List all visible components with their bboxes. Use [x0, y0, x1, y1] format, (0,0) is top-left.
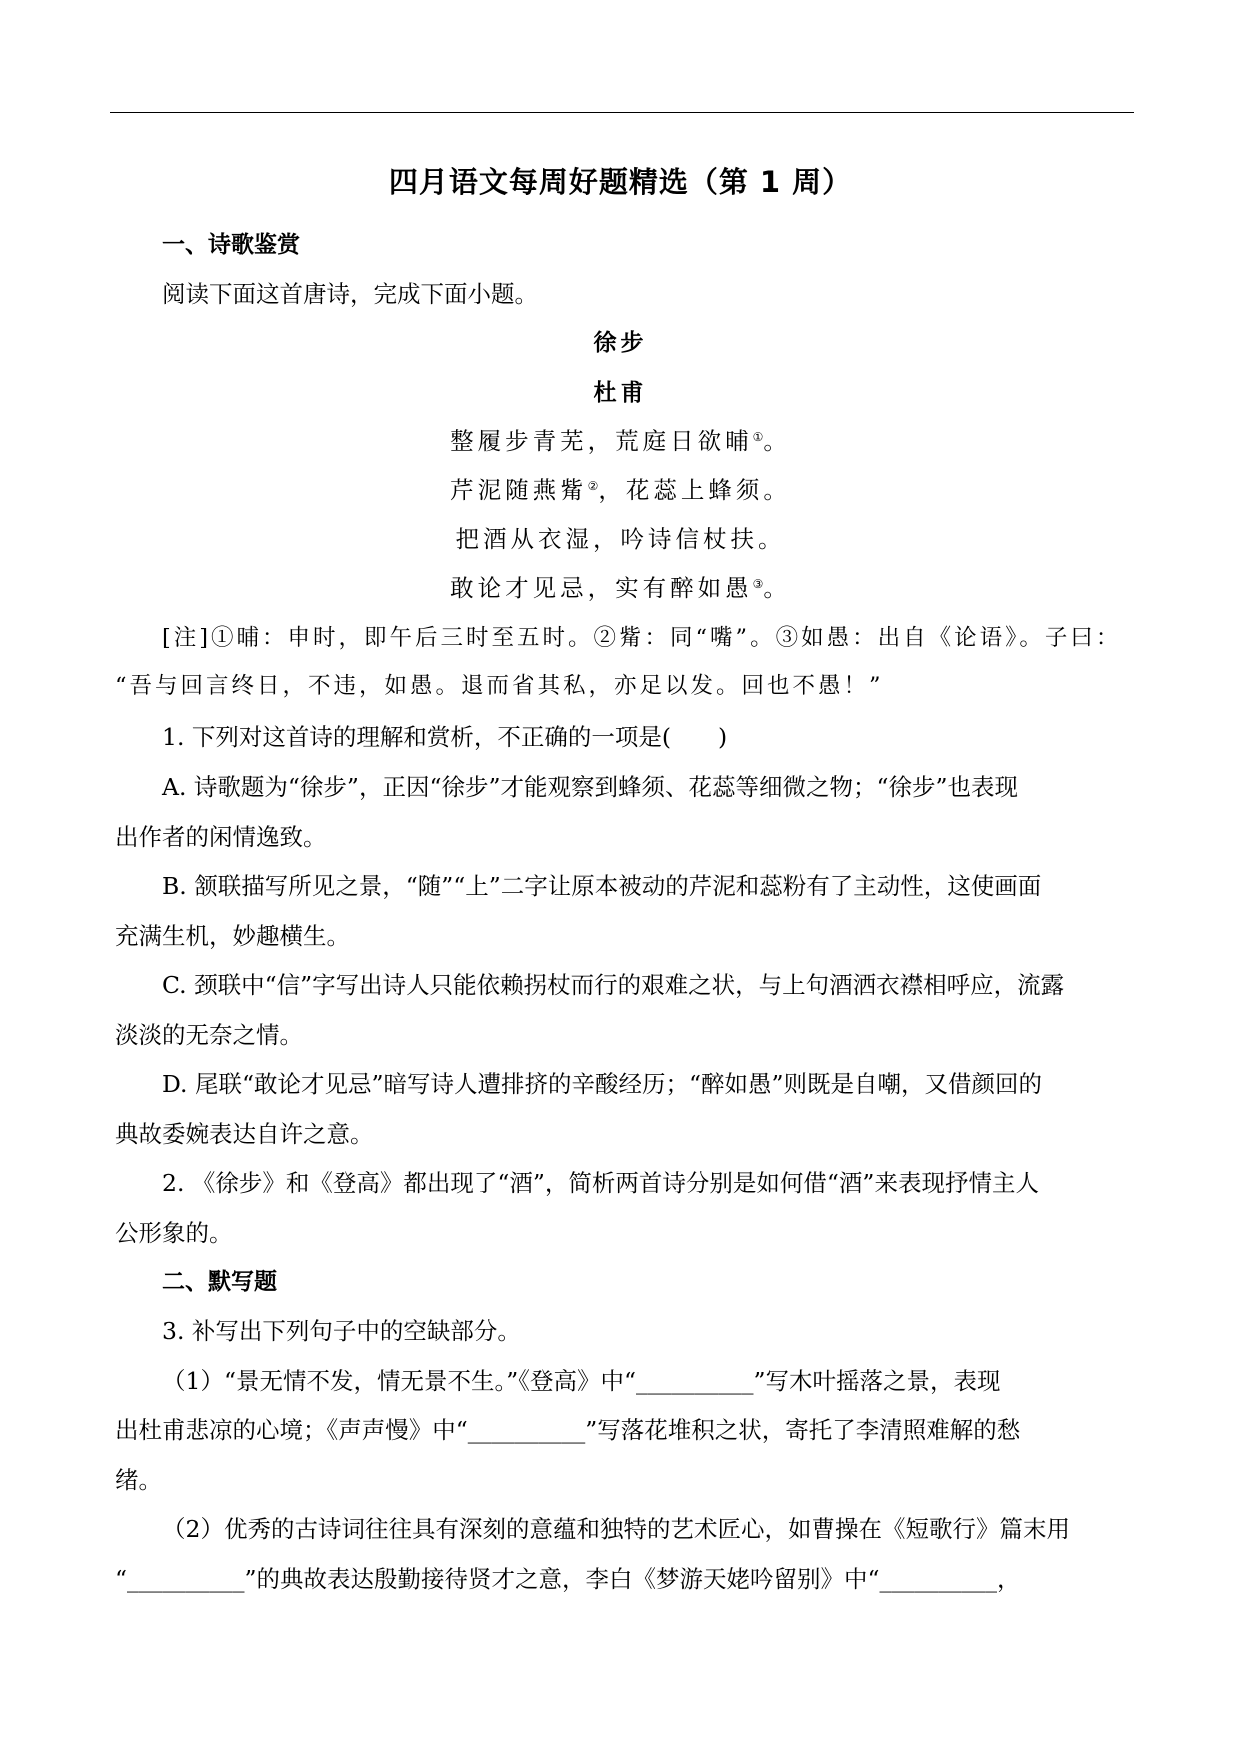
question-2: 2. 《徐步》和《登高》都出现了“酒”，简析两首诗分别是如何借“酒”来表现抒情主人 — [162, 1169, 1039, 1197]
option-a: A. 诗歌题为“徐步”，正因“徐步”才能观察到蜂须、花蕊等细微之物；“徐步”也表现 — [162, 773, 1018, 801]
reading-instruction: 阅读下面这首唐诗，完成下面小题。 — [162, 280, 538, 308]
question-3-part-2: （2）优秀的古诗词往往具有深刻的意蕴和独特的艺术匠心，如曹操在《短歌行》篇末用 — [162, 1515, 1070, 1543]
option-a-continued: 出作者的闲情逸致。 — [115, 823, 327, 851]
page-title: 四月语文每周好题精选（第 1 周） — [388, 165, 853, 199]
option-d-continued: 典故委婉表达自许之意。 — [115, 1120, 374, 1148]
question-3-part-1-end: 绪。 — [115, 1466, 162, 1494]
poem-title: 徐步 — [593, 330, 648, 356]
poem-line: 芹泥随燕觜②，花蕊上蜂须。 — [450, 476, 791, 504]
question-2-continued: 公形象的。 — [115, 1219, 233, 1247]
footnote-marker: ② — [587, 479, 599, 493]
question-1-stem: 1. 下列对这首诗的理解和赏析，不正确的一项是( ) — [162, 723, 728, 751]
question-3-stem: 3. 补写出下列句子中的空缺部分。 — [162, 1317, 521, 1345]
section-heading-poetry: 一、诗歌鉴赏 — [162, 232, 300, 258]
poem-note: [注]①晡：申时，即午后三时至五时。②觜：同“嘴”。③如愚：出自《论语》。子曰： — [162, 625, 1122, 651]
footnote-marker: ① — [752, 430, 764, 444]
section-heading-dictation: 二、默写题 — [162, 1269, 277, 1295]
poem-line: 把酒从衣湿，吟诗信杖扶。 — [455, 525, 786, 553]
option-d: D. 尾联“敢论才见忌”暗写诗人遭排挤的辛酸经历；“醉如愚”则既是自嘲，又借颜回的 — [162, 1070, 1042, 1098]
question-3-part-1: （1）“景无情不发，情无景不生。”《登高》中“__________”写木叶摇落之景，表现 — [162, 1367, 1001, 1395]
question-3-part-1-continued: 出杜甫悲凉的心境；《声声慢》中“__________”写落花堆积之状，寄托了李清照难解的愁 — [115, 1416, 1021, 1444]
question-3-part-2-continued: “__________”的典故表达殷勤接待贤才之意，李白《梦游天姥吟留别》中“__________， — [115, 1565, 1021, 1593]
header-rule — [110, 112, 1134, 113]
option-c-continued: 淡淡的无奈之情。 — [115, 1021, 303, 1049]
poem-line: 整履步青芜，荒庭日欲晡①。 — [450, 427, 791, 455]
footnote-marker: ③ — [752, 577, 764, 591]
option-b-continued: 充满生机，妙趣横生。 — [115, 922, 350, 950]
option-b: B. 颔联描写所见之景，“随”“上”二字让原本被动的芹泥和蕊粉有了主动性，这使画面 — [162, 872, 1042, 900]
poem-note-continued: “吾与回言终日，不违，如愚。退而省其私，亦足以发。回也不愚！” — [115, 673, 884, 699]
option-c: C. 颈联中“信”字写出诗人只能依赖拐杖而行的艰难之状，与上句酒洒衣襟相呼应，流露 — [162, 971, 1065, 999]
poem-author: 杜甫 — [593, 380, 648, 406]
poem-line: 敢论才见忌，实有醉如愚③。 — [450, 574, 791, 602]
